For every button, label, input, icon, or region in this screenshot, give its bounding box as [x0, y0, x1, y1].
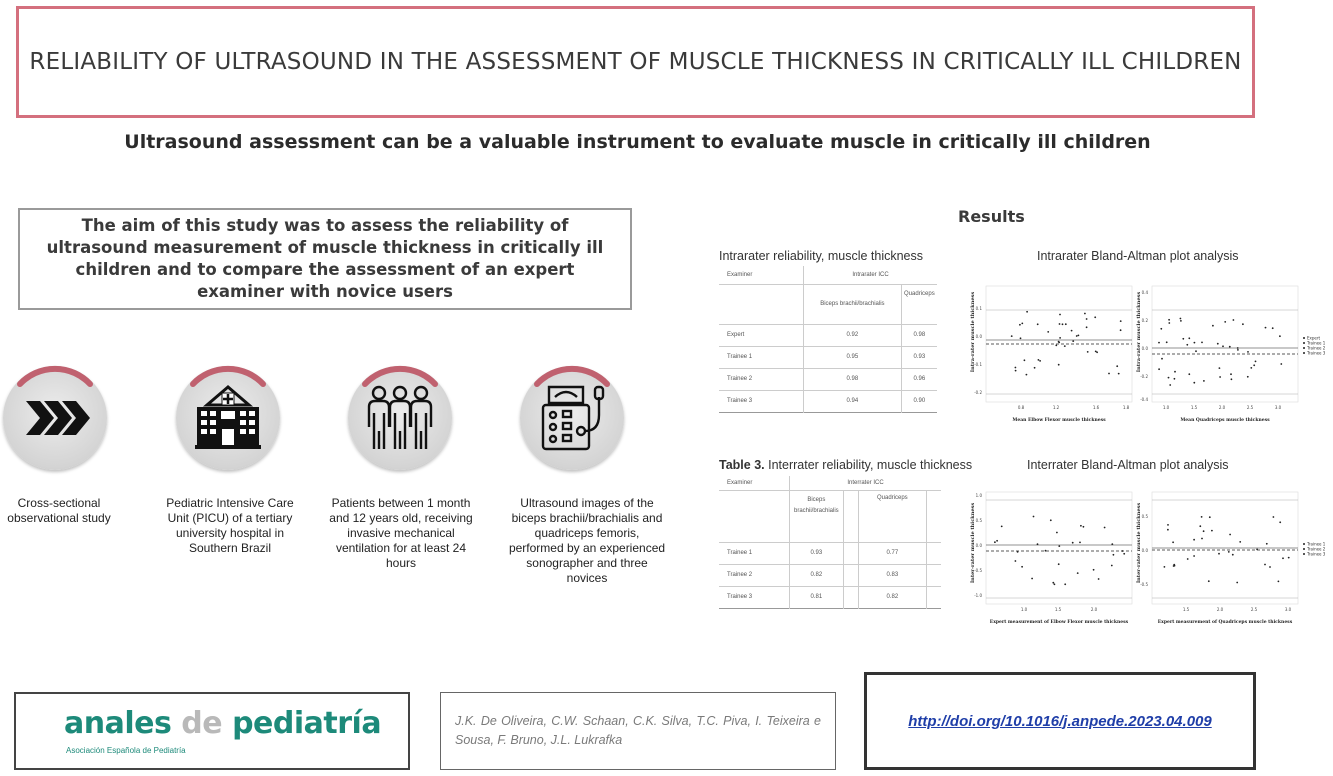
- title-box: [16, 6, 1255, 118]
- plot-point-marker: [1087, 351, 1089, 353]
- plot-point-marker: [1273, 516, 1275, 518]
- plot-point-marker: [1108, 373, 1110, 375]
- plot-point-marker: [1242, 323, 1244, 325]
- plot-point-marker: [1168, 319, 1170, 321]
- plot-point-marker: [1201, 516, 1203, 518]
- svg-text:-0.5: -0.5: [1140, 582, 1148, 587]
- table-row: Trainee 2 0.98 0.96: [719, 368, 937, 390]
- plot-point-marker: [1211, 530, 1213, 532]
- plot-point-marker: [1167, 524, 1169, 526]
- icon-circle-ultrasound: [520, 366, 624, 470]
- plot-point-marker: [1174, 371, 1176, 373]
- plot-point-marker: [1037, 323, 1039, 325]
- icon-circle-patients: [348, 366, 452, 470]
- plot-point-marker: [1058, 545, 1060, 547]
- plot-point-marker: [1279, 335, 1281, 337]
- journal-logo-box: [14, 692, 410, 770]
- plot-point-marker: [1158, 342, 1160, 344]
- plot-point-marker: [1180, 320, 1182, 322]
- plot-point-marker: [1239, 541, 1241, 543]
- intra-col-quad: Quadriceps: [901, 284, 937, 324]
- intrarater-table-title: Intrarater reliability, muscle thickness: [719, 249, 924, 263]
- svg-text:-1.0: -1.0: [974, 593, 982, 598]
- plot-point-marker: [1166, 341, 1168, 343]
- plot-point-marker: [1269, 566, 1271, 568]
- interrater-table: Examiner Interrater ICC Biceps brachii/brachialis Quadriceps Trainee 1 0.93 0.77 Trainee 2 0.82 0.83 Trainee 3 0.81 0.82: [719, 476, 941, 609]
- svg-text:0.4: 0.4: [1141, 290, 1148, 295]
- svg-text:1.6: 1.6: [1092, 405, 1100, 410]
- plot-point-marker: [1086, 318, 1088, 320]
- plot-point-marker: [1219, 376, 1221, 378]
- intra-col-examiner: Examiner: [727, 271, 753, 278]
- plot-point-marker: [1282, 557, 1284, 559]
- intrarater-bland-altman-plots: [966, 282, 1333, 428]
- plot-point-marker: [1026, 374, 1028, 376]
- plot-point-marker: [1265, 327, 1267, 329]
- plot-point-marker: [1064, 345, 1066, 347]
- plot-point-marker: [1047, 331, 1049, 333]
- plot-point-marker: [1237, 347, 1239, 349]
- plot-point-marker: [1077, 572, 1079, 574]
- svg-text:0.5: 0.5: [1141, 514, 1148, 519]
- plot-point-marker: [1266, 543, 1268, 545]
- table-row: Trainee 2 0.82 0.83: [719, 564, 941, 586]
- svg-text:2.5: 2.5: [1250, 607, 1258, 612]
- inter-legend: [1303, 542, 1326, 557]
- plot-point-marker: [1059, 314, 1061, 316]
- plot-point-marker: [994, 541, 996, 543]
- plot-point-marker: [1228, 551, 1230, 553]
- plot-point-marker: [1193, 539, 1195, 541]
- authors-box: [440, 692, 836, 770]
- plot-point-marker: [1247, 351, 1249, 353]
- plot-point-marker: [1050, 519, 1052, 521]
- intra-legend: [1303, 336, 1326, 356]
- plot-point-marker: [1095, 351, 1097, 353]
- plot-point-marker: [1188, 373, 1190, 375]
- plot-point-marker: [1120, 320, 1122, 322]
- caption-study: Cross-sectional observational study: [7, 496, 111, 525]
- svg-text:Trainee 2: Trainee 2: [1307, 546, 1326, 552]
- chevrons-icon: [20, 383, 90, 453]
- svg-text:1.5: 1.5: [1054, 607, 1062, 612]
- plot-point-marker: [1195, 350, 1197, 352]
- aim-text: The aim of this study was to assess the reliability of ultrasound measurement of muscle thickness in critically ill children and to compare the assessment of an expert examiner with novice users: [46, 216, 604, 301]
- svg-text:1.0: 1.0: [975, 493, 982, 498]
- plot-point-marker: [1217, 343, 1219, 345]
- svg-text:2.5: 2.5: [1246, 405, 1254, 410]
- plot-point-marker: [1247, 376, 1249, 378]
- plot-point-marker: [1104, 527, 1106, 529]
- plot-point-marker: [1020, 337, 1022, 339]
- plot-point-marker: [1064, 583, 1066, 585]
- plot-point-marker: [1188, 337, 1190, 339]
- plot-point-marker: [1017, 551, 1019, 553]
- svg-text:Expert measurement of Quadrice: Expert measurement of Quadriceps muscle thickness: [1157, 620, 1293, 625]
- plot-point-marker: [1158, 368, 1160, 370]
- intra-col-group: Intrarater ICC: [804, 266, 938, 284]
- plot-point-marker: [1233, 319, 1235, 321]
- results-heading: Results: [958, 207, 1025, 226]
- plot-point-marker: [1173, 564, 1175, 566]
- svg-text:1.0: 1.0: [1162, 405, 1170, 410]
- plot-point-marker: [1218, 553, 1220, 555]
- svg-text:-0.2: -0.2: [974, 390, 982, 395]
- plot-point-marker: [1001, 526, 1003, 528]
- plot-point-marker: [1111, 565, 1113, 567]
- plot-point-marker: [1038, 359, 1040, 361]
- poster-subtitle: Ultrasound assessment can be a valuable instrument to evaluate muscle in critically ill children: [124, 131, 1151, 153]
- icon-circle-picu: [176, 366, 280, 470]
- table-row: Trainee 1 0.95 0.93: [719, 346, 937, 368]
- plot-point-marker: [1021, 566, 1023, 568]
- plot-point-marker: [1232, 554, 1234, 556]
- table-row: Trainee 3 0.81 0.82: [719, 586, 941, 608]
- aim-box: [18, 208, 632, 310]
- doi-link[interactable]: http://doi.org/10.1016/j.anpede.2023.04.009: [908, 712, 1212, 730]
- doi-box: [864, 672, 1256, 770]
- intra-col-biceps: Biceps brachii/brachialis: [804, 284, 902, 324]
- caption-picu: Pediatric Intensive Care Unit (PICU) of a tertiary university hospital in Southern Brazil: [166, 496, 294, 555]
- interrater-table-title: Table 3. Interrater reliability, muscle thickness: [719, 458, 973, 472]
- plot-point-marker: [1011, 335, 1013, 337]
- interrater-plot-title: Interrater Bland-Altman plot analysis: [1027, 458, 1229, 472]
- svg-text:3.0: 3.0: [1274, 405, 1282, 410]
- plot-point-marker: [1052, 582, 1054, 584]
- plot-point-marker: [1080, 525, 1082, 527]
- plot-point-marker: [1123, 553, 1125, 555]
- plot-point-marker: [1065, 323, 1067, 325]
- svg-text:-0.5: -0.5: [974, 568, 982, 573]
- plot-point-marker: [1062, 323, 1064, 325]
- journal-logo: anales de pediatría: [64, 706, 382, 741]
- plot-point-marker: [1094, 316, 1096, 318]
- intrarater-table: [719, 266, 937, 413]
- plot-point-marker: [1280, 363, 1282, 365]
- plot-point-marker: [1054, 583, 1056, 585]
- plot-point-marker: [1186, 344, 1188, 346]
- icon-circle-study: [3, 366, 107, 470]
- table-row: Trainee 3 0.94 0.90: [719, 390, 937, 412]
- svg-text:0.0: 0.0: [975, 334, 982, 339]
- plot-point-marker: [1208, 580, 1210, 582]
- ultrasound-machine-icon: [537, 383, 607, 453]
- plot-point-marker: [1256, 549, 1258, 551]
- svg-text:1.5: 1.5: [1190, 405, 1198, 410]
- plot-point-marker: [1203, 380, 1205, 382]
- plot-point-marker: [1209, 516, 1211, 518]
- plot-point-marker: [1230, 373, 1232, 375]
- plot-point-marker: [1055, 345, 1057, 347]
- plot-point-marker: [1212, 325, 1214, 327]
- plot-point-marker: [1039, 360, 1041, 362]
- plot-point-marker: [1164, 566, 1166, 568]
- plot-point-marker: [1224, 321, 1226, 323]
- intra-right-xlabel: Mean Quadriceps muscle thickness: [1180, 418, 1270, 423]
- plot-point-marker: [1167, 529, 1169, 531]
- svg-text:0.2: 0.2: [1141, 318, 1148, 323]
- plot-point-marker: [1021, 323, 1023, 325]
- hospital-icon: [193, 383, 263, 453]
- plot-point-marker: [1015, 370, 1017, 372]
- patients-icon: [365, 383, 435, 453]
- plot-point-marker: [1288, 557, 1290, 559]
- svg-text:-0.2: -0.2: [1140, 374, 1148, 379]
- plot-point-marker: [1056, 532, 1058, 534]
- plot-point-marker: [1250, 367, 1252, 369]
- plot-point-marker: [1180, 318, 1182, 320]
- plot-point-marker: [1194, 342, 1196, 344]
- svg-text:Inter-rater muscle thickness: Inter-rater muscle thickness: [970, 502, 976, 584]
- plot-point-marker: [1015, 560, 1017, 562]
- plot-point-marker: [1079, 542, 1081, 544]
- svg-text:1.0: 1.0: [1020, 607, 1028, 612]
- plot-point-marker: [1253, 364, 1255, 366]
- svg-text:0.8: 0.8: [1017, 405, 1025, 410]
- caption-ultrasound: Ultrasound images of the biceps brachii/brachialis and quadriceps femoris, performed by an experienced sonographer and three novices: [508, 496, 666, 585]
- plot-point-marker: [1193, 555, 1195, 557]
- caption-patients: Patients between 1 month and 12 years old, receiving invasive mechanical ventilation for at least 24 hours: [329, 496, 473, 570]
- plot-point-marker: [1160, 328, 1162, 330]
- svg-text:Inter-rater muscle thickness: Inter-rater muscle thickness: [1136, 502, 1142, 584]
- plot-point-marker: [1098, 578, 1100, 580]
- plot-point-marker: [1113, 554, 1115, 556]
- plot-point-marker: [1229, 534, 1231, 536]
- plot-point-marker: [1264, 564, 1266, 566]
- plot-point-marker: [1168, 377, 1170, 379]
- plot-point-marker: [1084, 313, 1086, 315]
- intra-left-ylabel: Intra-rater muscle thickness: [970, 291, 976, 373]
- plot-point-marker: [1093, 569, 1095, 571]
- plot-point-marker: [1222, 345, 1224, 347]
- interrater-bland-altman-plots: [966, 488, 1333, 628]
- plot-point-marker: [1071, 330, 1073, 332]
- journal-society: Asociación Española de Pediatría: [66, 746, 186, 755]
- svg-text:2.0: 2.0: [1216, 607, 1224, 612]
- svg-text:2.0: 2.0: [1090, 607, 1098, 612]
- svg-text:Expert measurement of Elbow Fl: Expert measurement of Elbow Flexor muscle thickness: [989, 620, 1129, 625]
- plot-point-marker: [1078, 335, 1080, 337]
- plot-point-marker: [1111, 543, 1113, 545]
- plot-point-marker: [1203, 530, 1205, 532]
- svg-text:3.0: 3.0: [1284, 607, 1292, 612]
- poster-title: RELIABILITY OF ULTRASOUND IN THE ASSESSMENT OF MUSCLE THICKNESS IN CRITICALLY ILL CHILDREN: [29, 49, 1242, 75]
- svg-text:1.2: 1.2: [1052, 405, 1060, 410]
- table-row: Expert 0.92 0.98: [719, 324, 937, 346]
- plot-point-marker: [1199, 525, 1201, 527]
- svg-text:2.0: 2.0: [1218, 405, 1226, 410]
- table-row: Trainee 1 0.93 0.77: [719, 542, 941, 564]
- plot-point-marker: [1122, 550, 1124, 552]
- plot-point-marker: [1201, 538, 1203, 540]
- svg-text:Trainee 3: Trainee 3: [1307, 350, 1326, 356]
- plot-point-marker: [1169, 384, 1171, 386]
- plot-point-marker: [1187, 558, 1189, 560]
- plot-point-marker: [1174, 378, 1176, 380]
- plot-point-marker: [1237, 349, 1239, 351]
- plot-point-marker: [1229, 346, 1231, 348]
- intrarater-plot-title: Intrarater Bland-Altman plot analysis: [1037, 249, 1239, 263]
- svg-text:Trainee 1: Trainee 1: [1307, 541, 1326, 547]
- plot-point-marker: [1279, 521, 1281, 523]
- svg-text:Trainee 3: Trainee 3: [1307, 551, 1326, 557]
- plot-point-marker: [1168, 322, 1170, 324]
- plot-point-marker: [1161, 358, 1163, 360]
- svg-text:0.0: 0.0: [1141, 346, 1148, 351]
- plot-point-marker: [1026, 311, 1028, 313]
- plot-point-marker: [1024, 359, 1026, 361]
- plot-point-marker: [1031, 578, 1033, 580]
- plot-point-marker: [1058, 364, 1060, 366]
- plot-point-marker: [1231, 378, 1233, 380]
- plot-point-marker: [1033, 516, 1035, 518]
- svg-text:0.5: 0.5: [975, 518, 982, 523]
- plot-point-marker: [1193, 382, 1195, 384]
- svg-text:1.5: 1.5: [1182, 607, 1190, 612]
- plot-point-marker: [1083, 526, 1085, 528]
- plot-point-marker: [1019, 324, 1021, 326]
- svg-text:1.8: 1.8: [1122, 405, 1130, 410]
- svg-text:0.1: 0.1: [975, 306, 982, 311]
- plot-point-marker: [1072, 542, 1074, 544]
- plot-point-marker: [1116, 365, 1118, 367]
- svg-text:Trainee 1: Trainee 1: [1307, 340, 1326, 346]
- plot-point-marker: [1058, 341, 1060, 343]
- svg-text:-0.1: -0.1: [974, 362, 982, 367]
- svg-text:-0.4: -0.4: [1140, 397, 1148, 402]
- plot-point-marker: [1272, 327, 1274, 329]
- svg-text:0.0: 0.0: [975, 543, 982, 548]
- svg-text:Expert: Expert: [1307, 335, 1321, 341]
- plot-point-marker: [1015, 367, 1017, 369]
- svg-text:Trainee 2: Trainee 2: [1307, 345, 1326, 351]
- plot-point-marker: [1172, 541, 1174, 543]
- plot-point-marker: [1255, 361, 1257, 363]
- authors-text: J.K. De Oliveira, C.W. Schaan, C.K. Silva, T.C. Piva, I. Teixeira e Sousa, F. Bruno, J.L. Lukrafka: [455, 714, 821, 747]
- plot-point-marker: [1120, 329, 1122, 331]
- plot-point-marker: [1059, 323, 1061, 325]
- intra-left-xlabel: Mean Elbow Flexor muscle thickness: [1012, 418, 1106, 423]
- plot-point-marker: [1072, 340, 1074, 342]
- plot-point-marker: [1058, 563, 1060, 565]
- plot-point-marker: [1045, 550, 1047, 552]
- plot-point-marker: [1037, 543, 1039, 545]
- plot-point-marker: [996, 540, 998, 542]
- plot-point-marker: [1118, 373, 1120, 375]
- plot-point-marker: [1219, 367, 1221, 369]
- plot-point-marker: [1278, 581, 1280, 583]
- plot-point-marker: [1059, 337, 1061, 339]
- intra-right-ylabel: Intra-rater muscle thickness: [1136, 291, 1142, 373]
- plot-point-marker: [1182, 338, 1184, 340]
- plot-point-marker: [1236, 582, 1238, 584]
- plot-point-marker: [1086, 326, 1088, 328]
- plot-point-marker: [1034, 367, 1036, 369]
- plot-point-marker: [1201, 342, 1203, 344]
- plot-point-marker: [1076, 335, 1078, 337]
- svg-text:0.0: 0.0: [1141, 548, 1148, 553]
